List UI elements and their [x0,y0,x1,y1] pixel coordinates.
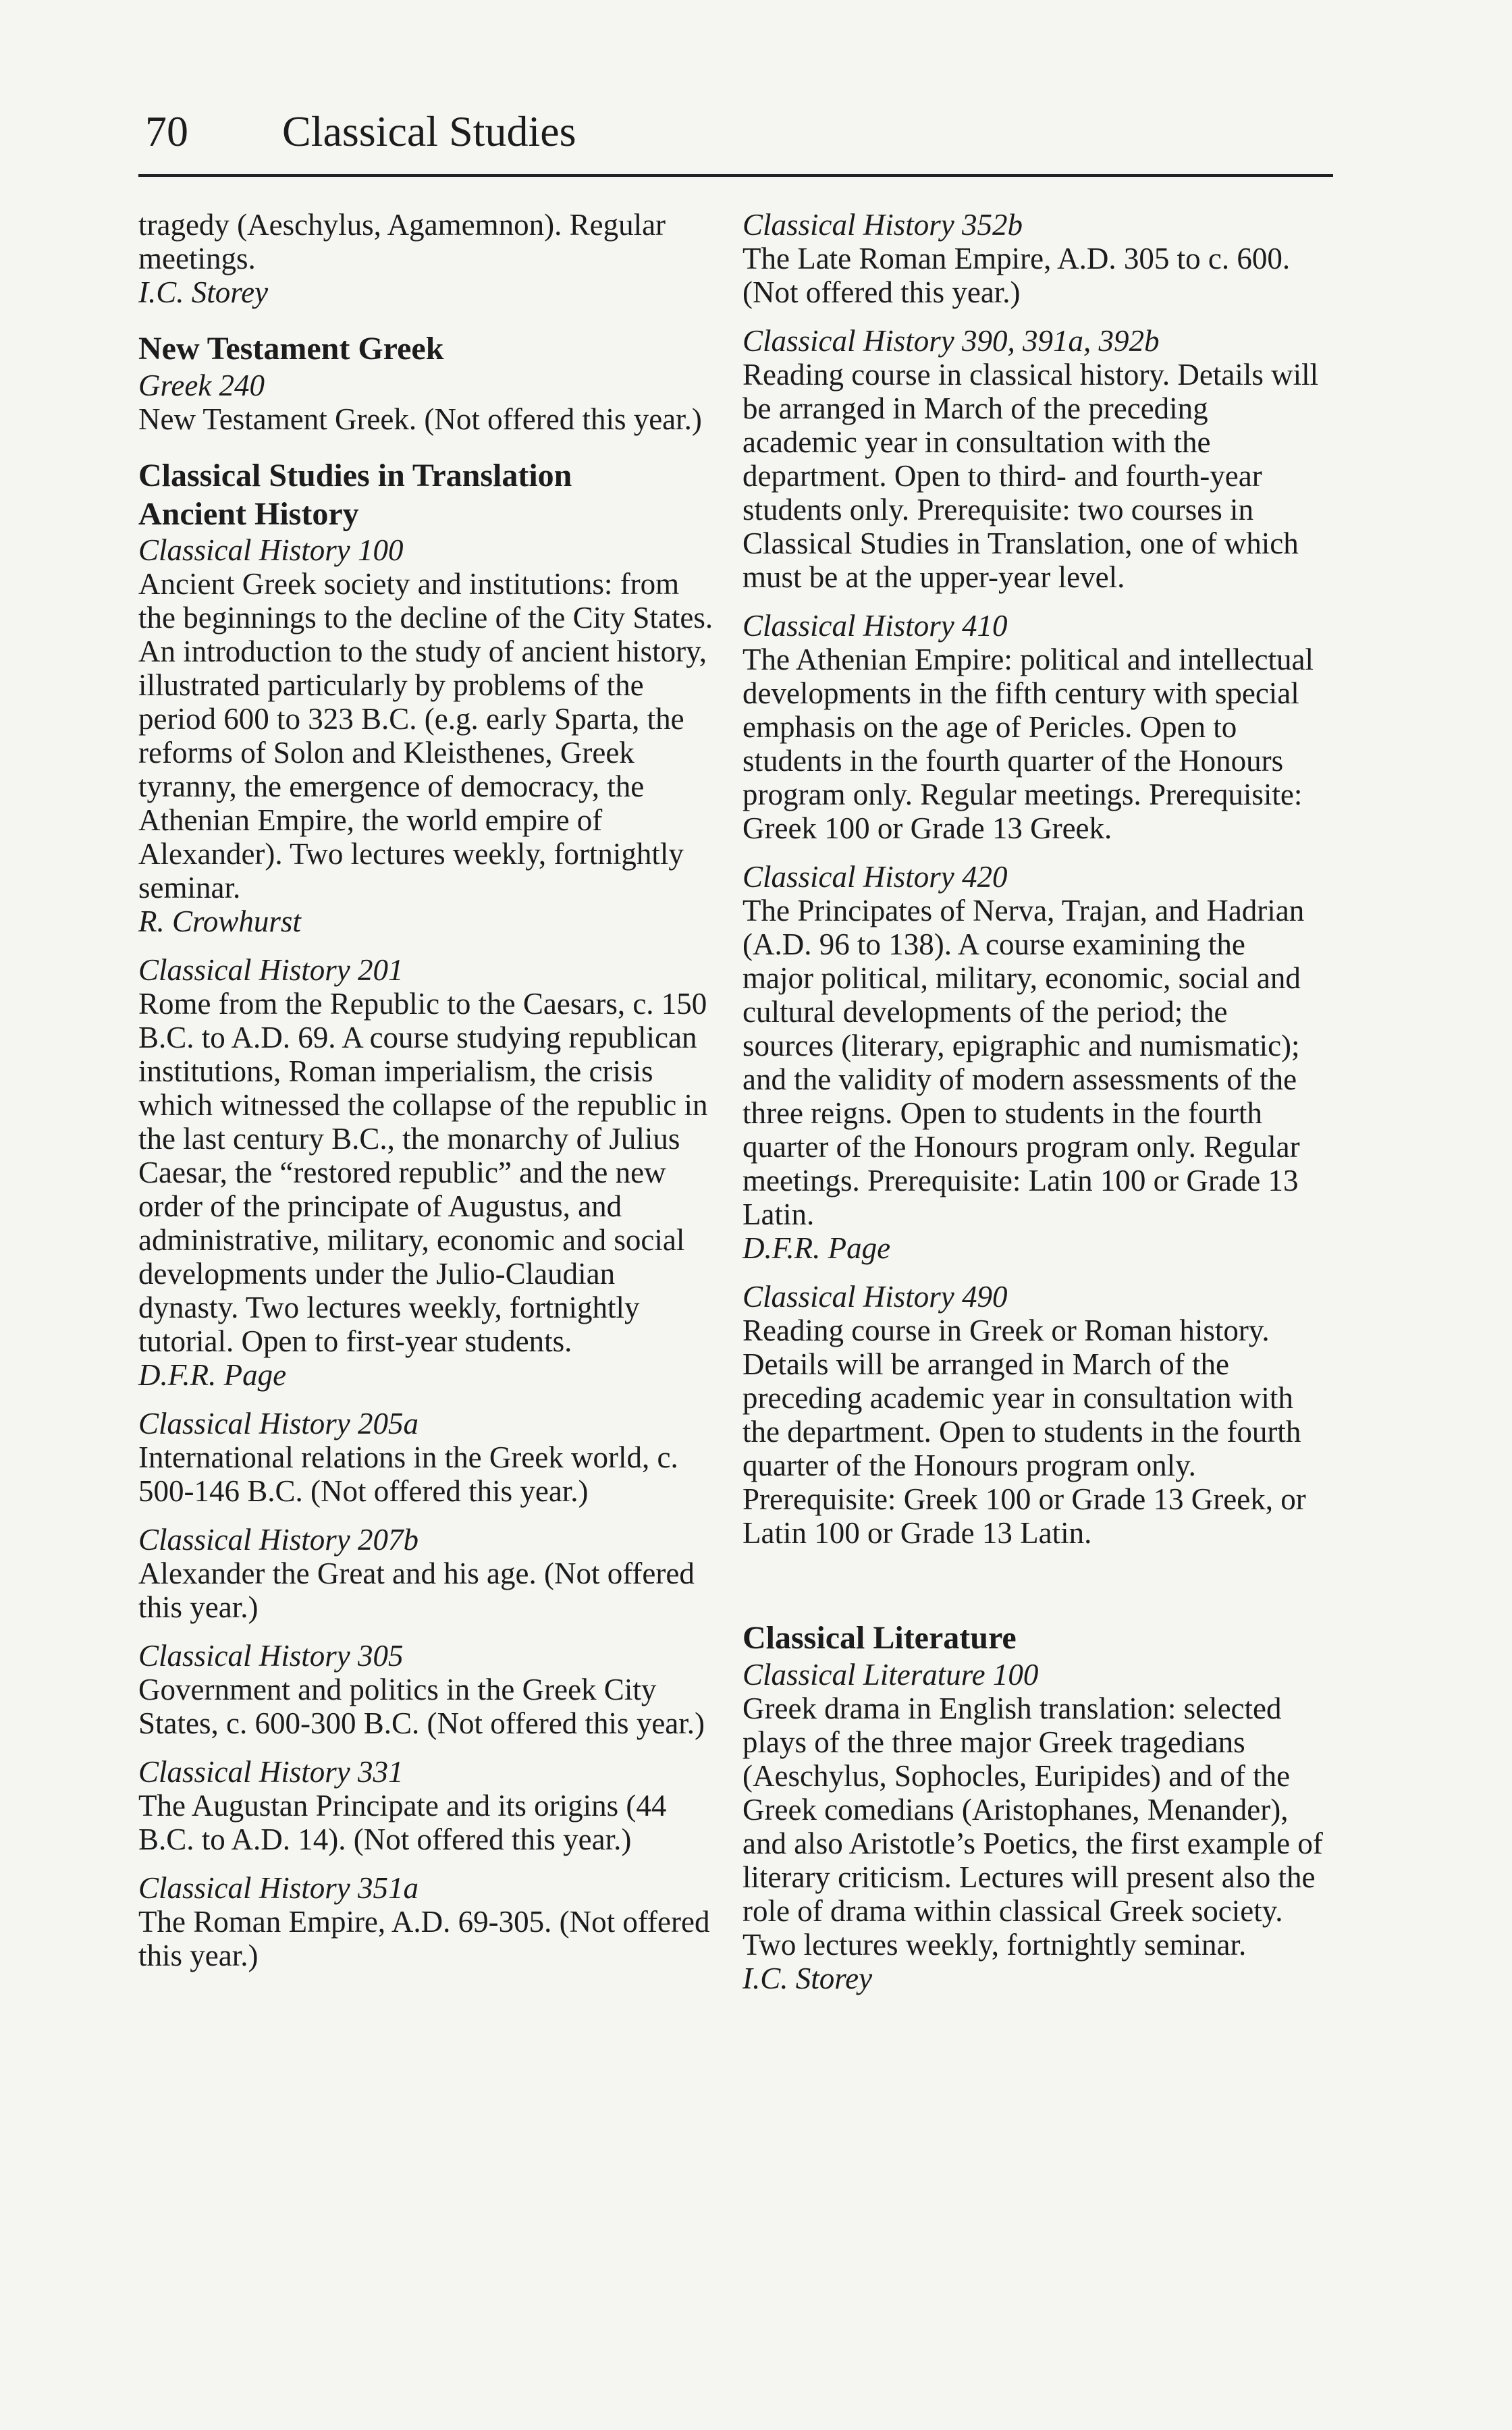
course-description: Greek drama in English translation: selected plays of the three major Greek tragedians (Aeschylus, Sophocles, Euripides) and of the Greek comedians (Aristophanes, Menander), and also Aristotle’s Poetics, the first example of literary criticism. Lectures will present also the role of drama within classical Greek society. Two lectures weekly, fortnightly seminar. [742,1692,1323,1962]
intro-text: tragedy (Aeschylus, Agamemnon). Regular meetings. [138,208,666,275]
course-entry [742,1658,1323,1995]
intro-entry [138,208,719,309]
course-instructor: D.F.R. Page [138,1358,287,1392]
course-title: Classical History 420 [742,860,1008,894]
course-entry [742,208,1323,309]
course-title: Classical History 410 [742,609,1008,643]
course-entry [742,324,1323,594]
new-testament-greek-heading: New Testament Greek [138,331,444,367]
course-entry [742,860,1323,1265]
course-entry [138,1407,719,1508]
course-entry [138,1871,719,1972]
page-number: 70 [145,107,188,155]
course-title: Classical Literature 100 [742,1658,1039,1692]
course-description: International relations in the Greek world, c. 500-146 B.C. (Not offered this year.) [138,1440,678,1508]
course-description: Ancient Greek society and institutions: from the beginnings to the decline of the City States. An introduction to the study of ancient history, illustrated particularly by problems of the period 600 to 323 B.C. (e.g. early Sparta, the reforms of Solon and Kleisthenes, Greek tyranny, the emergence of democracy, the Athenian Empire, the world empire of Alexander). Two lectures weekly, fortnightly seminar. [138,567,713,905]
course-title: Classical History 100 [138,533,404,567]
course-description: Alexander the Great and his age. (Not offered this year.) [138,1557,695,1624]
course-description: New Testament Greek. (Not offered this year.) [138,402,702,436]
section-title: Classical Studies [282,107,576,155]
course-title: Classical History 201 [138,953,404,987]
greek-240-entry [138,369,719,436]
course-entry [138,953,719,1392]
course-instructor: R. Crowhurst [138,905,301,938]
course-entry [742,609,1323,845]
course-title: Classical History 351a [138,1871,419,1905]
course-title: Classical History 331 [138,1755,404,1789]
course-instructor: I.C. Storey [742,1962,873,1995]
course-description: The Augustan Principate and its origins (44 B.C. to A.D. 14). (Not offered this year.) [138,1789,667,1856]
course-title: Classical History 305 [138,1639,404,1673]
page-header [138,100,1333,177]
left-column [138,208,719,1987]
course-title: Classical History 207b [138,1523,419,1557]
course-title: Greek 240 [138,369,265,402]
right-column [742,208,1323,2010]
classical-studies-translation-heading: Classical Studies in Translation [138,458,572,493]
course-description: The Roman Empire, A.D. 69-305. (Not offered this year.) [138,1905,710,1972]
course-description: The Principates of Nerva, Trajan, and Hadrian (A.D. 96 to 138). A course examining the major political, military, economic, social and cultural developments of the period; the sources (literary, epigraphic and numismatic); and the validity of modern assessments of the three reigns. Open to students in the fourth quarter of the Honours program only. Regular meetings. Prerequisite: Latin 100 or Grade 13 Latin. [742,894,1305,1231]
course-title: Classical History 390, 391a, 392b [742,324,1160,358]
intro-instructor: I.C. Storey [138,275,269,309]
course-description: Reading course in Greek or Roman history. Details will be arranged in March of the preceding academic year in consultation with the department. Open to students in the fourth quarter of the Honours program only. Prerequisite: Greek 100 or Grade 13 Greek, or Latin 100 or Grade 13 Latin. [742,1314,1306,1550]
course-entry [138,1523,719,1624]
ancient-history-heading: Ancient History [138,496,359,532]
course-title: Classical History 490 [742,1280,1008,1314]
course-title: Classical History 205a [138,1407,419,1440]
classical-literature-heading: Classical Literature [742,1620,1017,1656]
course-description: Rome from the Republic to the Caesars, c. 150 B.C. to A.D. 69. A course studying republican institutions, Roman imperialism, the crisis which witnessed the collapse of the republic in the last century B.C., the monarchy of Julius Caesar, the “restored republic” and the new order of the principate of Augustus, and administrative, military, economic and social developments under the Julio-Claudian dynasty. Two lectures weekly, fortnightly tutorial. Open to first-year students. [138,987,708,1358]
course-title: Classical History 352b [742,208,1023,242]
course-entry [138,1639,719,1740]
course-description: Government and politics in the Greek City States, c. 600-300 B.C. (Not offered this year.) [138,1673,705,1740]
course-description: The Athenian Empire: political and intellectual developments in the fifth century with special emphasis on the age of Pericles. Open to students in the fourth quarter of the Honours program only. Regular meetings. Prerequisite: Greek 100 or Grade 13 Greek. [742,643,1314,845]
course-instructor: D.F.R. Page [742,1231,891,1265]
course-description: The Late Roman Empire, A.D. 305 to c. 600. (Not offered this year.) [742,242,1291,309]
course-entry [138,1755,719,1856]
course-entry [138,533,719,938]
course-entry [742,1280,1323,1550]
course-description: Reading course in classical history. Details will be arranged in March of the preceding academic year in consultation with the department. Open to third- and fourth-year students only. Prerequisite: two courses in Classical Studies in Translation, one of which must be at the upper-year level. [742,358,1319,594]
spacer [742,1565,1323,1619]
